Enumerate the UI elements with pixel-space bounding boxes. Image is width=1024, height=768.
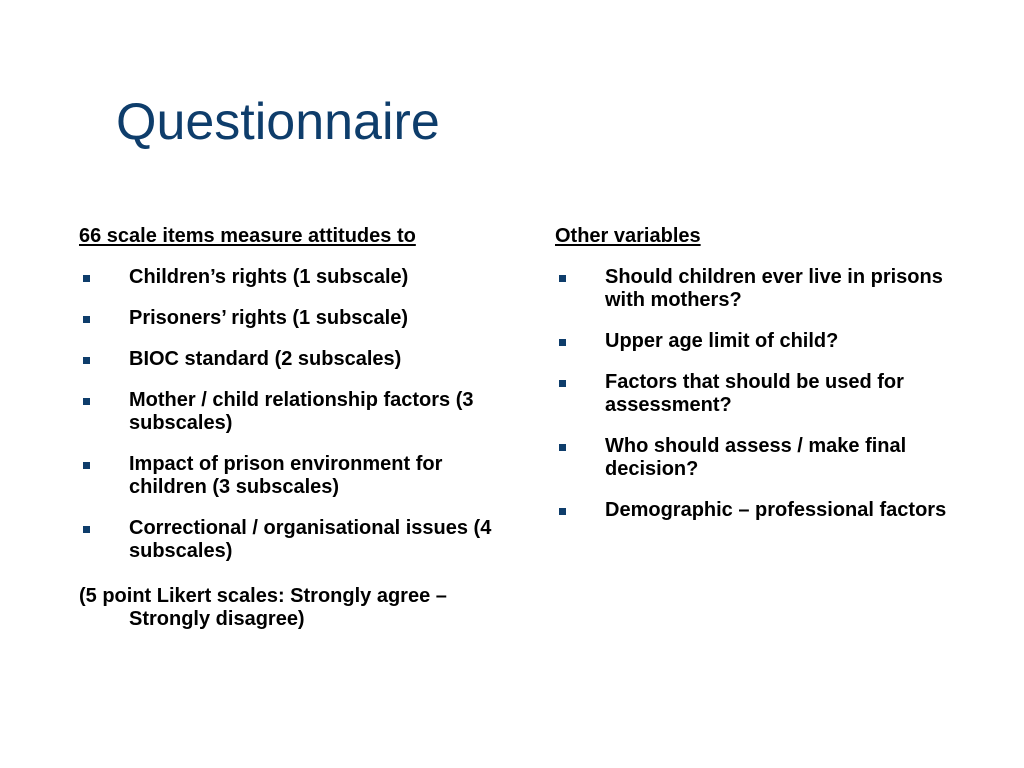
list-item-label: Factors that should be used for assessment? bbox=[605, 371, 904, 416]
list-item bbox=[79, 266, 524, 289]
square-bullet-icon bbox=[559, 508, 566, 515]
list-item-label: Prisoners’ rights (1 subscale) bbox=[129, 307, 408, 329]
list-item-label: Correctional / organisational issues (4 subscales) bbox=[129, 517, 492, 562]
list-item bbox=[555, 330, 955, 353]
list-item bbox=[555, 435, 955, 481]
square-bullet-icon bbox=[559, 275, 566, 282]
right-column-list bbox=[555, 266, 955, 522]
slide-title: Questionnaire bbox=[116, 93, 440, 151]
list-item bbox=[555, 499, 955, 522]
square-bullet-icon bbox=[559, 444, 566, 451]
list-item-label: Children’s rights (1 subscale) bbox=[129, 266, 409, 288]
list-item bbox=[79, 348, 524, 371]
left-column-list bbox=[79, 266, 524, 563]
square-bullet-icon bbox=[83, 462, 90, 469]
list-item bbox=[555, 266, 955, 312]
list-item-label: Who should assess / make final decision? bbox=[605, 435, 907, 480]
list-item-label: BIOC standard (2 subscales) bbox=[129, 348, 402, 370]
right-column bbox=[555, 225, 955, 540]
square-bullet-icon bbox=[559, 380, 566, 387]
list-item-label: Upper age limit of child? bbox=[605, 330, 839, 352]
square-bullet-icon bbox=[83, 275, 90, 282]
list-item bbox=[79, 453, 524, 499]
list-item bbox=[555, 371, 955, 417]
list-item bbox=[79, 389, 524, 435]
list-item-label: Demographic – professional factors bbox=[605, 499, 947, 521]
left-column-heading: 66 scale items measure attitudes to bbox=[79, 225, 416, 247]
square-bullet-icon bbox=[83, 398, 90, 405]
square-bullet-icon bbox=[83, 526, 90, 533]
list-item bbox=[79, 307, 524, 330]
list-item-label: Impact of prison environment for children (3 subscales) bbox=[129, 453, 443, 498]
square-bullet-icon bbox=[559, 339, 566, 346]
square-bullet-icon bbox=[83, 357, 90, 364]
square-bullet-icon bbox=[83, 316, 90, 323]
likert-note: (5 point Likert scales: Strongly agree – Strongly disagree) bbox=[79, 585, 447, 630]
left-column bbox=[79, 225, 524, 631]
list-item-label: Mother / child relationship factors (3 subscales) bbox=[129, 389, 474, 434]
right-column-heading: Other variables bbox=[555, 225, 701, 247]
list-item bbox=[79, 517, 524, 563]
list-item-label: Should children ever live in prisons with mothers? bbox=[605, 266, 943, 311]
